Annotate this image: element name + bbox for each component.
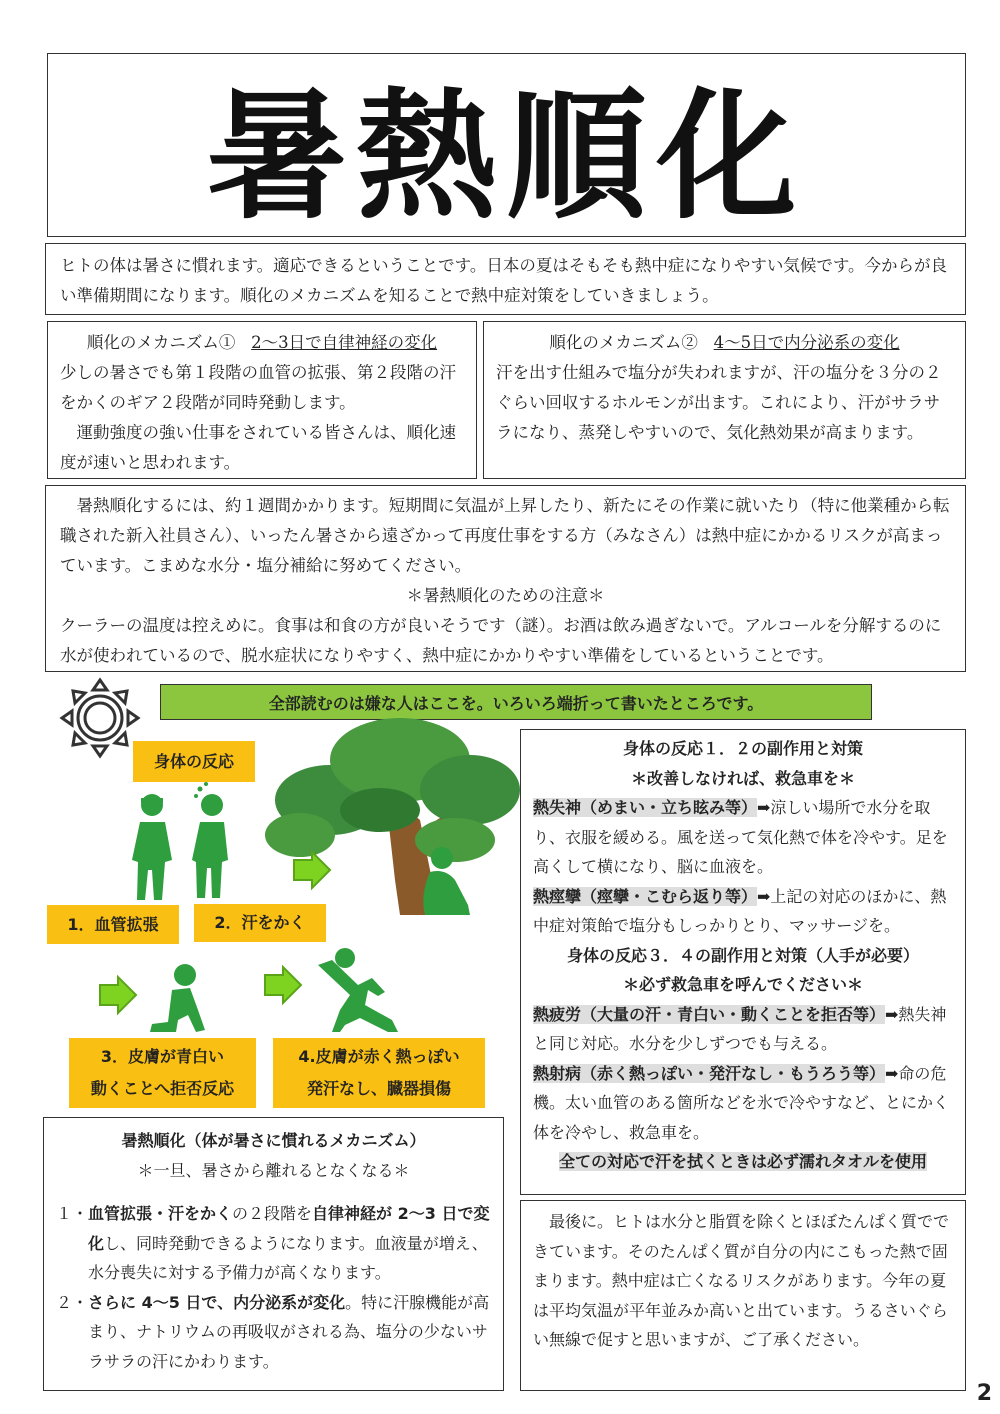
- intro-text: ヒトの体は暑さに慣れます。適応できるということです。日本の夏はそもそも熱中症になりやすい気候です。今からが良い準備期間になります。順化のメカニズムを知ることで熱中症対策をしていきましょう。: [60, 256, 948, 305]
- text-heat-exhaustion: ➡熱失神と同じ対応。水分を少しずつでも与える。: [533, 1004, 947, 1053]
- mechanism-1-body2: 運動強度の強い仕事をされている皆さんは、順化速度が速いと思われます。: [60, 423, 456, 472]
- final-note-box: [520, 1200, 966, 1391]
- text-heat-cramps: ➡上記の対応のほかに、熱中症対策飴で塩分もしっかりとり、マッサージを。: [533, 886, 947, 935]
- item1-rest: し、同時発動できるようになります。血液量が増え、水分喪失に対する予備力が高くなります。: [88, 1233, 488, 1282]
- item-heat-cramps: [533, 882, 953, 941]
- dizzy-person-icon: [132, 794, 172, 900]
- page-title: 暑熱順化: [206, 75, 807, 239]
- final-note-text: 最後に。ヒトは水分と脂質を除くとほぼたんぱく質でできています。そのたんぱく質が自分の内にこもった熱で固まります。熱中症は亡くなるリスクがあります。今年の夏は平均気温が平年並みか高いと出ています。うるさいぐらい無線で促すと思いますが、ご了承ください。: [533, 1212, 950, 1349]
- mechanism-2-body: 汗を出す仕組みで塩分が失われますが、汗の塩分を３分の２ぐらい回収するホルモンが出ます。これにより、汗がサラサラになり、蒸発しやすいので、気化熱効果が高まります。: [496, 363, 942, 442]
- item-heat-exhaustion: [533, 1000, 953, 1059]
- acclimatization-heading: 暑熱順化（体が暑さに慣れるメカニズム）: [121, 1131, 426, 1150]
- item1-bold: 血管拡張・汗をかく: [88, 1204, 233, 1223]
- label-stage3-line2: 動くことへ拒否反応: [90, 1079, 235, 1098]
- text-heat-stroke: ➡命の危機。太い血管のある箇所などを氷で冷やすなど、とにかく体を冷やし、救急車を。: [533, 1063, 950, 1142]
- label-stage4: [273, 1038, 485, 1108]
- item2-bold: さらに 4～5 日で、内分泌系が変化: [88, 1292, 346, 1312]
- item-heat-syncope: [533, 793, 953, 882]
- main-body: 暑熱順化するには、約１週間かかります。短期間に気温が上昇したり、新たにその作業に就いたり（特に他業種から転職された新入社員さん）、いったん暑さから遠ざかって再度仕事をする方（みなさん）は熱中症にかかるリスクが高まっています。こまめな水分・塩分補給に努めてください。: [60, 496, 950, 575]
- page-number: 2: [976, 1381, 992, 1406]
- label-stage3-line1: 3．皮膚が青白い: [100, 1047, 225, 1066]
- term-heat-stroke: 熱射病（赤く熱っぽい・発汗なし・もうろう等）: [533, 1063, 886, 1083]
- arrow-icon-3: [265, 967, 301, 1003]
- arrow-icon-2: [100, 977, 136, 1013]
- countermeasures-footer-text: 全ての対応で汗を拭くときは必ず濡れタオルを使用: [558, 1152, 927, 1171]
- item2-number: ２・: [56, 1292, 89, 1312]
- label-body-reaction: 身体の反応: [133, 741, 255, 782]
- mechanism-2-box: [483, 321, 966, 479]
- term-heat-cramps: 熱痙攣（痙攣・こむら返り等）: [533, 886, 758, 906]
- mechanism-2-heading-underlined: 4～5日で内分泌系の変化: [713, 333, 900, 352]
- sun-icon: [62, 680, 138, 756]
- caution-title: ＊暑熱順化のための注意＊: [406, 586, 605, 605]
- mechanism-1-heading-prefix: 順化のメカニズム①: [86, 333, 236, 352]
- collapsing-person-icon: [318, 948, 398, 1032]
- label-stage1: 1．血管拡張: [47, 905, 179, 944]
- countermeasures-box: [520, 729, 966, 1195]
- mechanism-2-heading: [496, 328, 953, 358]
- acclimatization-box: [43, 1117, 504, 1391]
- caution-body: クーラーの温度は控えめに。食事は和食の方が良いそうです（謎）。お酒は飲み過ぎないで。アルコールを分解するのに水が使われているので、脱水症状になりやすく、熱中症にかかりやすい準備をしているということです。: [60, 616, 942, 665]
- label-stage4-line2: 発汗なし、臓器損傷: [306, 1079, 451, 1098]
- countermeasures-heading2: ＊改善しなければ、救急車を＊: [630, 768, 855, 788]
- mechanism-2-heading-prefix: 順化のメカニズム②: [549, 333, 698, 352]
- text-heat-syncope: ➡涼しい場所で水分を取り、衣服を緩める。風を送って気化熱で体を冷やす。足を高くして横になり、脳に血液を。: [533, 798, 948, 876]
- tree-icon: [265, 718, 520, 915]
- item1-number: １・: [56, 1204, 89, 1223]
- item2-rest: 。特に汗腺機能が高まり、ナトリウムの再吸収がされる為、塩分の少ないサラサラの汗にかわります。: [88, 1292, 490, 1371]
- item-heat-stroke: [533, 1059, 953, 1148]
- kneeling-person-icon: [150, 964, 205, 1032]
- label-stage2: 2．汗をかく: [194, 904, 326, 942]
- acclimatization-item2: [56, 1288, 491, 1377]
- summary-banner: 全部読むのは嫌な人はここを。いろいろ端折って書いたところです。: [160, 684, 872, 720]
- countermeasures-footer: [533, 1147, 953, 1177]
- item1-bold2: 自律神経が 2～3 日で変化: [88, 1204, 490, 1253]
- mechanism-1-heading-underlined: 2～3日で自律神経の変化: [251, 333, 438, 352]
- item1-mid: の２段階を: [232, 1204, 313, 1223]
- acclimatization-subheading: ＊一旦、暑さから離れるとなくなる＊: [137, 1160, 410, 1180]
- countermeasures-heading3: 身体の反応３．４の副作用と対策（人手が必要）: [566, 945, 919, 965]
- term-heat-syncope: 熱失神（めまい・立ち眩み等）: [533, 798, 758, 817]
- countermeasures-heading1: 身体の反応１．２の副作用と対策: [622, 739, 863, 758]
- label-stage4-line1: 4.皮膚が赤く熱っぽい: [298, 1047, 460, 1066]
- arrow-icon-1: [294, 852, 330, 888]
- sweating-person-icon: [192, 782, 228, 898]
- acclimatization-item1: [56, 1199, 491, 1288]
- countermeasures-heading4: ＊必ず救急車を呼んでください＊: [622, 975, 863, 994]
- mechanism-1-body1: 少しの暑さでも第１段階の血管の拡張、第２段階の汗をかくのギア２段階が同時発動します。: [60, 363, 456, 412]
- term-heat-exhaustion: 熱疲労（大量の汗・青白い・動くことを拒否等）: [533, 1004, 886, 1024]
- label-stage3: [69, 1038, 256, 1108]
